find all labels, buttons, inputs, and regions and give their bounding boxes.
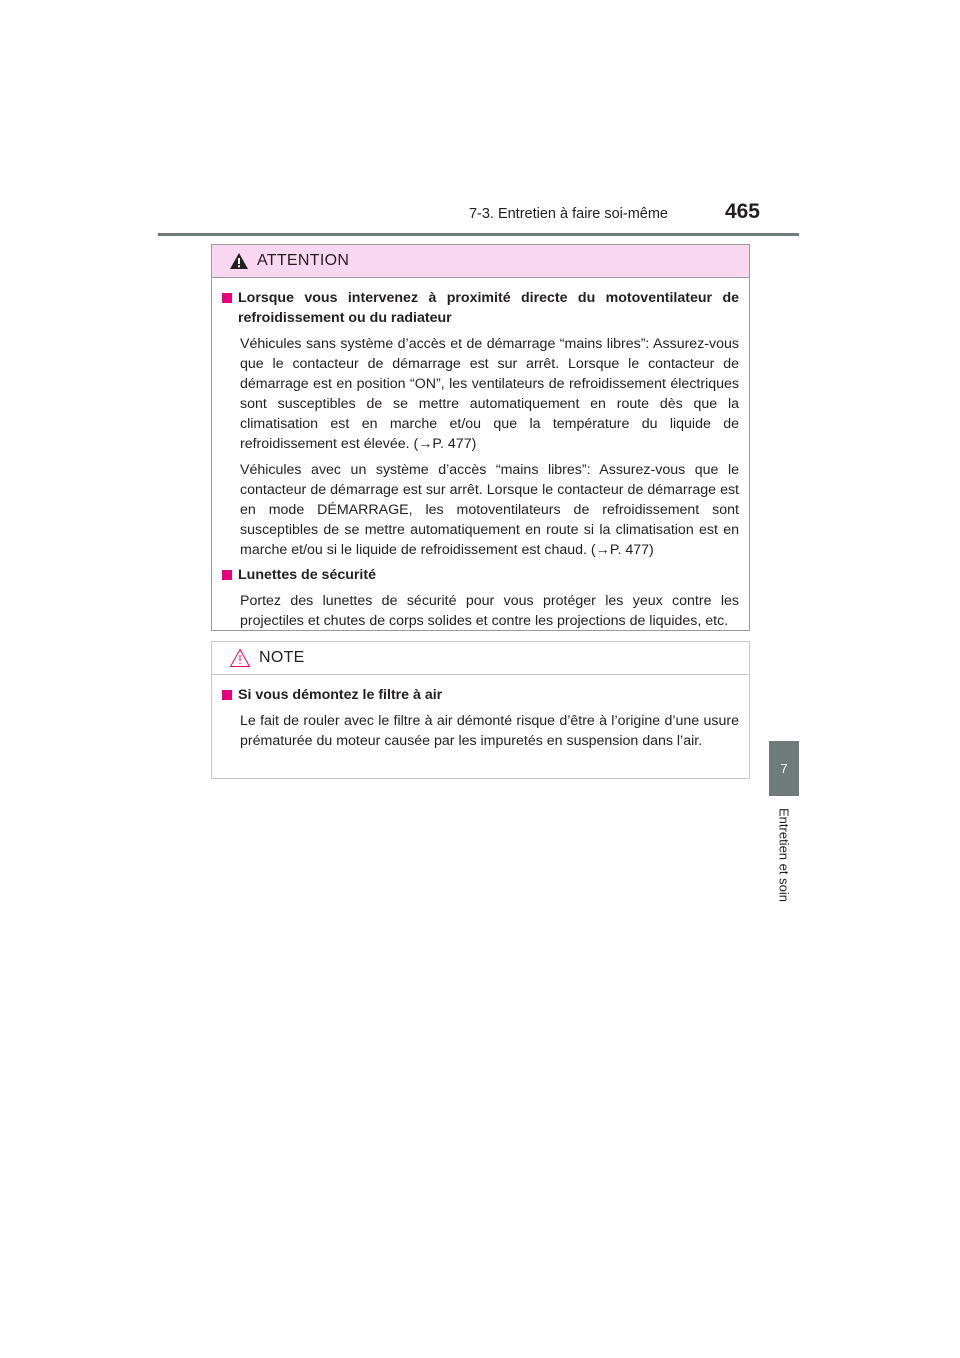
- bullet-square-icon: [222, 570, 232, 580]
- chapter-title: Entretien et soin: [776, 808, 792, 902]
- warning-triangle-icon: [229, 252, 249, 270]
- attention-body: [212, 278, 749, 631]
- item-heading: Si vous démontez le filtre à air: [222, 685, 739, 705]
- bullet-square-icon: [222, 293, 232, 303]
- attention-title: ATTENTION: [257, 252, 350, 269]
- chapter-tab: [769, 741, 799, 796]
- attention-box: [211, 244, 750, 631]
- note-box: [211, 641, 750, 779]
- item-heading: Lorsque vous intervenez à proximité directe du motoventilateur de refroidissement ou du radiateur: [222, 288, 739, 328]
- item-paragraph: Véhicules avec un système d’accès “mains libres”: Assurez-vous que le contacteur de démarrage est sur arrêt. Lorsque le contacteur de démarrage est en mode DÉMARRAGE, les motoventilateurs de refroidissement sont susceptibles de se mettre automatiquement en route si la climatisation est en marche et/ou si le liquide de refroidissement est chaud. (→P. 477): [240, 462, 739, 558]
- item-heading: Lunettes de sécurité: [222, 565, 739, 585]
- bullet-square-icon: [222, 690, 232, 700]
- caution-outline-triangle-icon: [229, 648, 251, 668]
- item-paragraph: Véhicules sans système d’accès et de démarrage “mains libres”: Assurez-vous que le contacteur de démarrage est sur arrêt. Lorsque le contacteur de démarrage est en position “ON”, les ventilateurs de refroidissement électriques sont susceptibles de se mettre automatiquement en route dès que la climatisation est en marche et/ou que la température du liquide de refroidissement est élevée. (→P. 477): [240, 336, 739, 452]
- running-header-section: 7-3. Entretien à faire soi-même: [468, 206, 668, 222]
- note-body: [212, 675, 749, 751]
- note-item: [222, 685, 739, 751]
- note-title: NOTE: [259, 649, 305, 666]
- attention-header: [212, 245, 749, 278]
- attention-item: [222, 565, 739, 631]
- note-header: [212, 642, 749, 675]
- chapter-number: 7: [780, 761, 788, 776]
- item-paragraph: Le fait de rouler avec le filtre à air démonté risque d’être à l’origine d’une usure prématurée du moteur causée par les impuretés en suspension dans l’air.: [240, 713, 739, 749]
- item-paragraph: Portez des lunettes de sécurité pour vous protéger les yeux contre les projectiles et chutes de corps solides et contre les projections de liquides, etc.: [240, 593, 739, 629]
- page-number: 465: [724, 200, 760, 223]
- header-rule: [158, 233, 799, 236]
- attention-item: [222, 288, 739, 560]
